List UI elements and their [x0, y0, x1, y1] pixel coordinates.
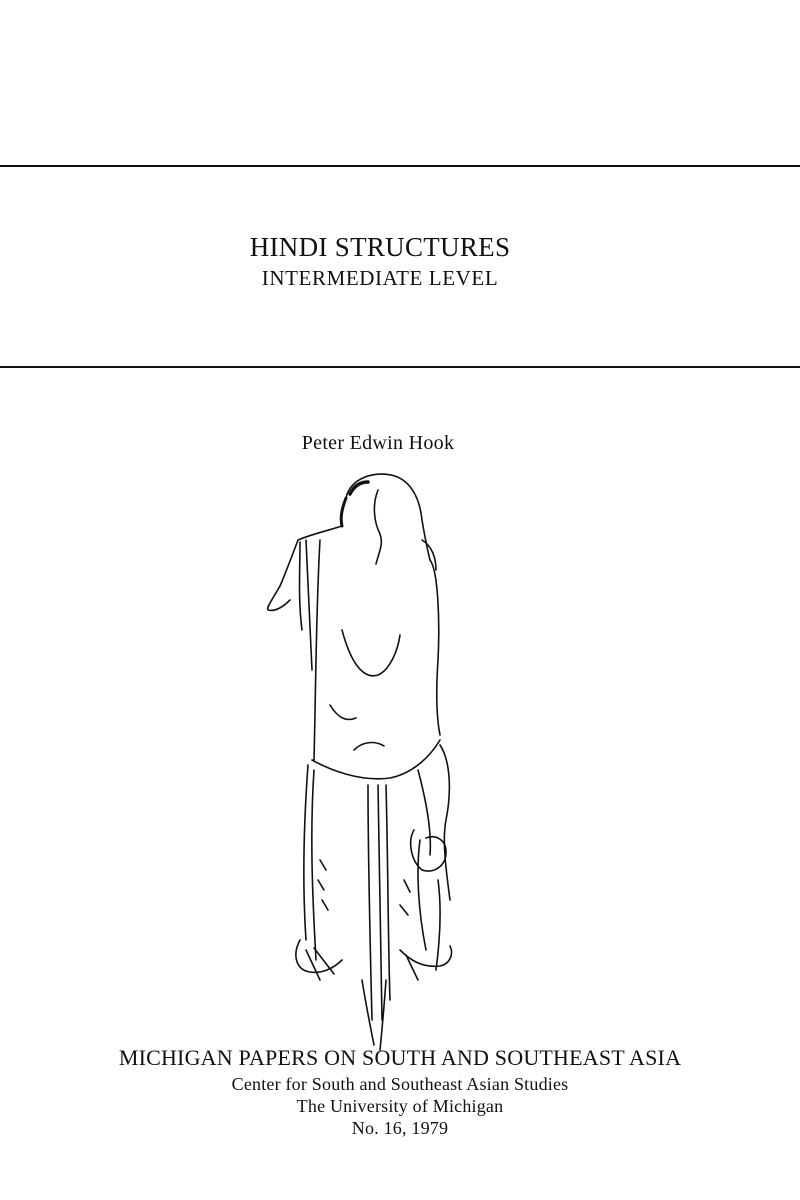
top-divider-rule	[0, 165, 800, 167]
bottom-divider-rule	[0, 366, 800, 368]
author-name: Peter Edwin Hook	[301, 432, 455, 454]
title-block	[0, 230, 760, 292]
book-title: HINDI STRUCTURES	[249, 232, 511, 262]
series-name: MICHIGAN PAPERS ON SOUTH AND SOUTHEAST ASIA	[118, 1045, 682, 1070]
series-block	[0, 1043, 800, 1139]
series-university: The University of Michigan	[296, 1096, 504, 1116]
series-center: Center for South and Southeast Asian Studies	[231, 1074, 569, 1094]
series-number: No. 16, 1979	[351, 1118, 449, 1138]
book-subtitle: INTERMEDIATE LEVEL	[261, 266, 499, 290]
robed-figure-illustration-icon	[250, 460, 490, 1060]
